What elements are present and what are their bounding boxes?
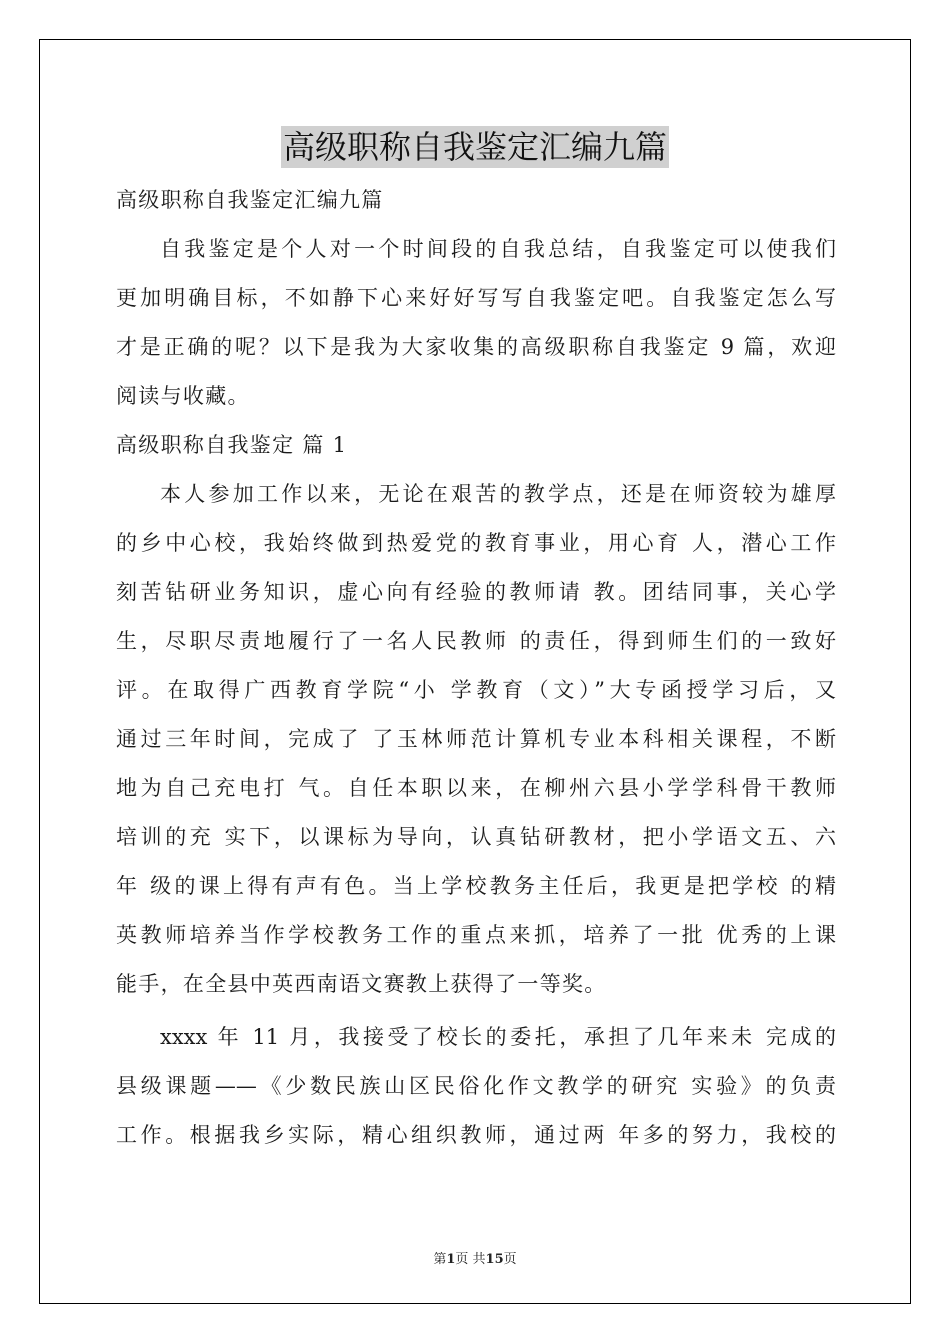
para1-line: 的乡中心校，我始终做到热爱党的教育事业，用心育 人，潜心工作 xyxy=(116,531,836,555)
para1-line: 年 级的课上得有声有色。当上学校教务主任后，我更是把学校 的精 xyxy=(116,874,836,898)
page-footer xyxy=(0,1248,950,1267)
para1-line: 能手，在全县中英西南语文赛教上获得了一等奖。 xyxy=(116,972,607,996)
footer-suffix: 页 xyxy=(503,1252,517,1267)
para1-line: 评。在取得广西教育学院“小 学教育（文）”大专函授学习后，又 xyxy=(116,678,836,702)
subtitle: 高级职称自我鉴定汇编九篇 xyxy=(116,188,384,212)
intro-line: 阅读与收藏。 xyxy=(116,384,250,408)
footer-prefix: 第 xyxy=(433,1252,447,1267)
para1-line: 刻苦钻研业务知识，虚心向有经验的教师请 教。团结同事，关心学 xyxy=(116,580,836,604)
section-heading: 高级职称自我鉴定 篇 1 xyxy=(116,433,348,457)
title-wrap xyxy=(0,126,950,168)
intro-line: 更加明确目标，不如静下心来好好写写自我鉴定吧。自我鉴定怎么写 xyxy=(116,286,836,310)
para2-line: 县级课题——《少数民族山区民俗化作文教学的研究 实验》的负责 xyxy=(116,1074,836,1098)
intro-line: 自我鉴定是个人对一个时间段的自我总结，自我鉴定可以使我们 xyxy=(160,237,836,261)
para1-line: 生，尽职尽责地履行了一名人民教师 的责任，得到师生们的一致好 xyxy=(116,629,836,653)
document-body xyxy=(116,176,836,1160)
para2-line: 工作。根据我乡实际，精心组织教师，通过两 年多的努力，我校的 xyxy=(116,1123,836,1147)
para1-line: 培训的充 实下，以课标为导向，认真钻研教材，把小学语文五、六 xyxy=(116,825,836,849)
intro-line: 才是正确的呢？以下是我为大家收集的高级职称自我鉴定 9 篇，欢迎 xyxy=(116,335,836,359)
footer-mid: 页 共 xyxy=(455,1252,486,1267)
para1-line: 本人参加工作以来，无论在艰苦的教学点，还是在师资较为雄厚 xyxy=(160,482,836,506)
document-title: 高级职称自我鉴定汇编九篇 xyxy=(282,128,667,166)
footer-page-number: 1 xyxy=(446,1252,456,1267)
footer-total-pages: 15 xyxy=(485,1252,504,1267)
para2-line: xxxx 年 11 月，我接受了校长的委托，承担了几年来未 完成的 xyxy=(160,1025,836,1049)
para1-line: 通过三年时间，完成了 了玉林师范计算机专业本科相关课程，不断 xyxy=(116,727,836,751)
para1-line: 英教师培养当作学校教务工作的重点来抓，培养了一批 优秀的上课 xyxy=(116,923,836,947)
para1-line: 地为自己充电打 气。自任本职以来，在柳州六县小学学科骨干教师 xyxy=(116,776,836,800)
